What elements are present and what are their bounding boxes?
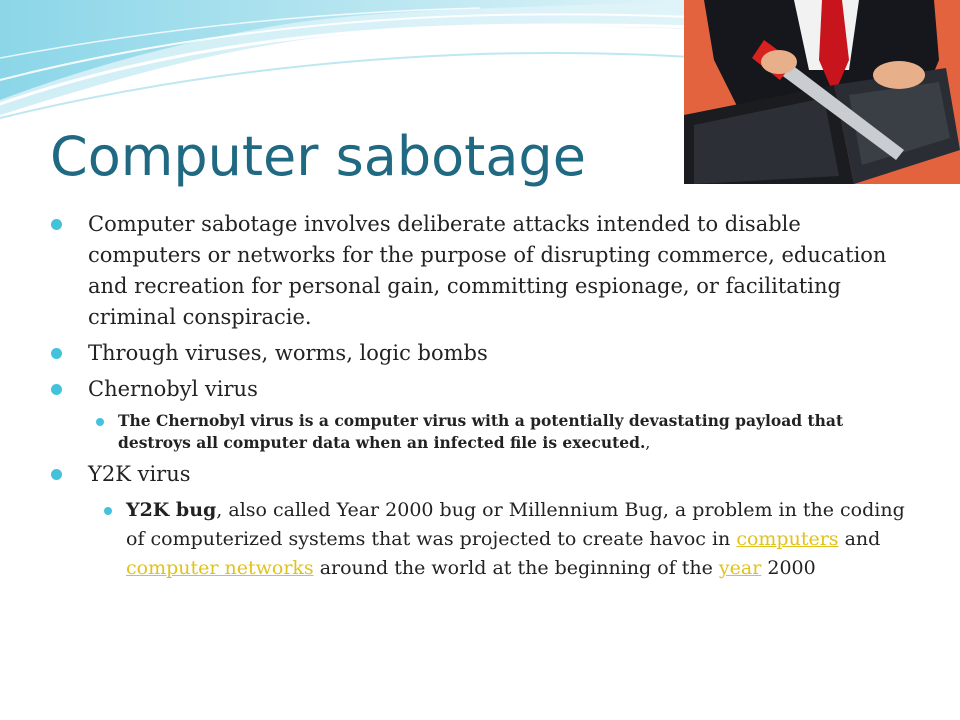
sub-bullet-text-part: around the world at the beginning of the	[313, 557, 719, 579]
bullet-item-y2k	[88, 459, 908, 583]
bullet-item-chernobyl	[88, 374, 908, 454]
bullet-text: Chernobyl virus	[88, 377, 258, 401]
link-computer-networks[interactable]: computer networks	[126, 557, 314, 579]
sub-bullet-dot-icon	[96, 418, 104, 426]
y2k-bug-term: Y2K bug	[126, 499, 217, 521]
bullet-dot-icon	[51, 219, 62, 230]
link-year[interactable]: year	[718, 557, 762, 579]
bullet-item-methods	[88, 338, 908, 369]
sub-bullet-item-y2k	[126, 496, 908, 583]
man-sawing-laptop-photo	[684, 0, 960, 184]
bullet-text: Y2K virus	[88, 462, 191, 486]
sub-bullet-list	[88, 496, 908, 583]
sub-bullet-list	[88, 410, 908, 454]
bullet-item-definition	[88, 209, 908, 333]
sub-bullet-text-part: , also called Year 2000 bug or Millennium Bug, a problem in the coding of computerized systems that was projected to create havoc in	[126, 499, 905, 550]
sub-bullet-text-part: 2000	[761, 557, 816, 579]
bullet-text: Computer sabotage involves deliberate attacks intended to disable computers or networks for the purpose of disrupting commerce, education and recreation for personal gain, committing espionage, or facilitating criminal conspiracie.	[88, 212, 887, 329]
bullet-text: Through viruses, worms, logic bombs	[88, 341, 488, 365]
sub-bullet-text-part: and	[838, 528, 881, 550]
bullet-dot-icon	[51, 348, 62, 359]
bullet-list	[88, 209, 908, 588]
bullet-dot-icon	[51, 384, 62, 395]
slide-title: Computer sabotage	[50, 125, 586, 188]
bullet-dot-icon	[51, 469, 62, 480]
sub-bullet-dot-icon	[104, 507, 112, 515]
sub-bullet-item-chernobyl	[118, 410, 908, 454]
sub-bullet-text: The Chernobyl virus is a computer virus with a potentially devastating payload that destroys all computer data when an infected file is executed.	[118, 411, 844, 452]
sub-bullet-tail: ,	[645, 434, 651, 452]
link-computers[interactable]: computers	[736, 528, 839, 550]
